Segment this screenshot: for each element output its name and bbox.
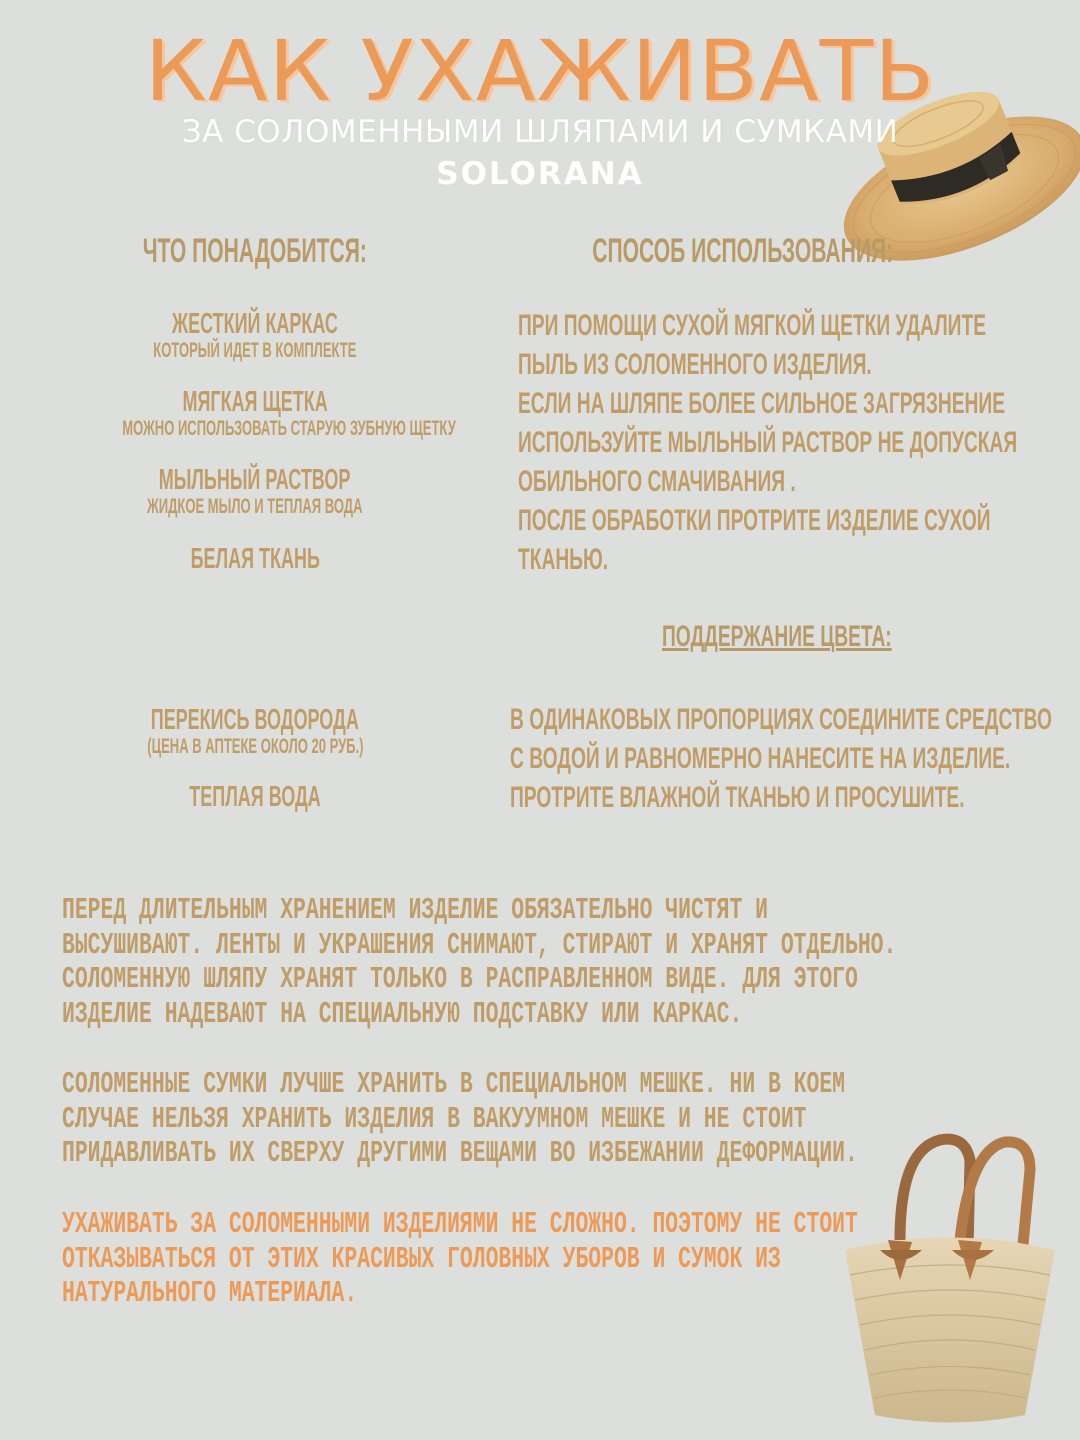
method-line: ЕСЛИ НА ШЛЯПЕ БОЛЕЕ СИЛЬНОЕ ЗАГРЯЗНЕНИЕ bbox=[518, 387, 1006, 420]
needs-item bbox=[20, 308, 490, 362]
method-line: ТКАНЬЮ. bbox=[518, 543, 609, 576]
storage-line: ПРИДАВЛИВАТЬ ИХ СВЕРХУ ДРУГИМИ ВЕЩАМИ ВО ИЗБЕЖАНИИ ДЕФОРМАЦИИ. bbox=[62, 1136, 858, 1171]
conclusion-paragraph bbox=[62, 1208, 1062, 1312]
needs-item-main: МЫЛЬНЫЙ РАСТВОР bbox=[159, 464, 351, 496]
color-support-text bbox=[510, 700, 1080, 817]
color-line: С ВОДОЙ И РАВНОМЕРНО НАНЕСИТЕ НА ИЗДЕЛИЕ. bbox=[510, 742, 1011, 775]
storage-paragraph-1 bbox=[62, 894, 1062, 1032]
color-item bbox=[20, 781, 490, 813]
needs-item-main: МЯГКАЯ ЩЕТКА bbox=[182, 386, 328, 418]
color-line: В ОДИНАКОВЫХ ПРОПОРЦИЯХ СОЕДИНИТЕ СРЕДСТВО bbox=[510, 703, 1052, 736]
page-title: КАК УХАЖИВАТЬ bbox=[144, 22, 936, 120]
needs-section bbox=[20, 232, 490, 271]
needs-item-sub: КОТОРЫЙ ИДЕТ В КОМПЛЕКТЕ bbox=[153, 339, 357, 362]
color-item-sub: (ЦЕНА В АПТЕКЕ ОКОЛО 20 РУБ.) bbox=[146, 735, 364, 758]
needs-item-main: БЕЛАЯ ТКАНЬ bbox=[190, 543, 320, 575]
needs-item-sub: ЖИДКОЕ МЫЛО И ТЕПЛАЯ ВОДА bbox=[147, 495, 363, 518]
method-line: ПОСЛЕ ОБРАБОТКИ ПРОТРИТЕ ИЗДЕЛИЕ СУХОЙ bbox=[518, 504, 991, 537]
storage-line: ВЫСУШИВАЮТ. ЛЕНТЫ И УКРАШЕНИЯ СНИМАЮТ, СТИРАЮТ И ХРАНЯТ ОТДЕЛЬНО. bbox=[62, 927, 897, 963]
color-item bbox=[20, 704, 490, 758]
color-support-heading: ПОДДЕРЖАНИЕ ЦВЕТА: bbox=[662, 620, 892, 653]
storage-line: СОЛОМЕННЫЕ СУМКИ ЛУЧШЕ ХРАНИТЬ В СПЕЦИАЛЬНОМ МЕШКЕ. НИ В КОЕМ bbox=[62, 1067, 846, 1102]
storage-line: ПЕРЕД ДЛИТЕЛЬНЫМ ХРАНЕНИЕМ ИЗДЕЛИЕ ОБЯЗАТЕЛЬНО ЧИСТЯТ И bbox=[62, 893, 768, 928]
conclusion-line: ОТКАЗЫВАТЬСЯ ОТ ЭТИХ КРАСИВЫХ ГОЛОВНЫХ УБОРОВ И СУМОК ИЗ bbox=[62, 1241, 781, 1277]
method-line: ИСПОЛЬЗУЙТЕ МЫЛЬНЫЙ РАСТВОР НЕ ДОПУСКАЯ bbox=[518, 426, 1018, 459]
color-item-main: ПЕРЕКИСЬ ВОДОРОДА bbox=[150, 704, 360, 736]
storage-line: ИЗДЕЛИЕ НАДЕВАЮТ НА СПЕЦИАЛЬНУЮ ПОДСТАВКУ ИЛИ КАРКАС. bbox=[62, 996, 743, 1032]
method-line: ПРИ ПОМОЩИ СУХОЙ МЯГКОЙ ЩЕТКИ УДАЛИТЕ bbox=[518, 309, 987, 342]
conclusion-line: УХАЖИВАТЬ ЗА СОЛОМЕННЫМИ ИЗДЕЛИЯМИ НЕ СЛОЖНО. ПОЭТОМУ НЕ СТОИТ bbox=[62, 1207, 858, 1242]
method-line: ОБИЛЬНОГО СМАЧИВАНИЯ . bbox=[518, 465, 796, 498]
storage-paragraph-2 bbox=[62, 1068, 1062, 1172]
needs-item bbox=[20, 464, 490, 518]
method-text bbox=[518, 306, 1078, 579]
storage-line: СОЛОМЕННУЮ ШЛЯПУ ХРАНЯТ ТОЛЬКО В РАСПРАВЛЕННОМ ВИДЕ. ДЛЯ ЭТОГО bbox=[62, 962, 858, 997]
conclusion-line: НАТУРАЛЬНОГО МАТЕРИАЛА. bbox=[62, 1276, 358, 1311]
needs-item-sub: МОЖНО ИСПОЛЬЗОВАТЬ СТАРУЮ ЗУБНУЮ ЩЕТКУ bbox=[122, 417, 456, 440]
needs-item-main: ЖЕСТКИЙ КАРКАС bbox=[171, 308, 339, 340]
method-section bbox=[500, 232, 970, 271]
brand-name: SOLORANA bbox=[436, 156, 644, 192]
color-line: ПРОТРИТЕ ВЛАЖНОЙ ТКАНЬЮ И ПРОСУШИТЕ. bbox=[510, 781, 965, 814]
page-subtitle: ЗА СОЛОМЕННЫМИ ШЛЯПАМИ И СУМКАМИ bbox=[181, 114, 899, 150]
method-line: ПЫЛЬ ИЗ СОЛОМЕННОГО ИЗДЕЛИЯ. bbox=[518, 348, 872, 381]
needs-heading: ЧТО ПОНАДОБИТСЯ: bbox=[142, 232, 368, 270]
needs-item bbox=[20, 543, 490, 575]
method-heading: СПОСОБ ИСПОЛЬЗОВАНИЯ: bbox=[592, 232, 894, 270]
storage-line: СЛУЧАЕ НЕЛЬЗЯ ХРАНИТЬ ИЗДЕЛИЯ В ВАКУУМНОМ МЕШКЕ И НЕ СТОИТ bbox=[62, 1101, 807, 1137]
color-item-main: ТЕПЛАЯ ВОДА bbox=[189, 781, 321, 813]
needs-item bbox=[20, 386, 490, 440]
